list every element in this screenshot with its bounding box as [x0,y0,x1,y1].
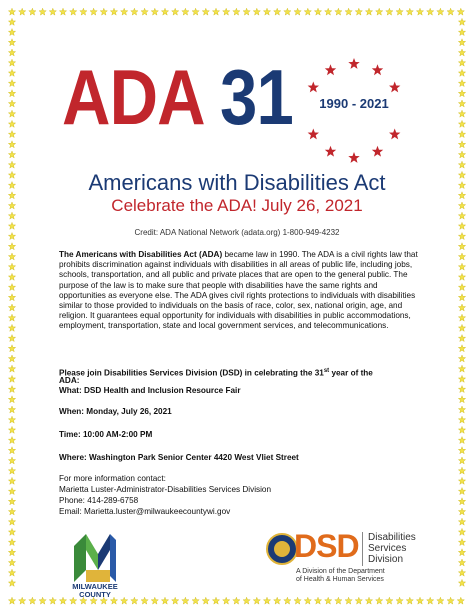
dsd-name-line-3: Division [368,554,404,565]
star-icon [172,597,179,604]
county-line-1: MILWAUKEE [72,582,118,591]
star-icon [458,161,465,168]
star-icon [80,8,87,15]
star-icon [274,8,281,15]
star-icon [8,80,15,87]
intro-paragraph [59,250,424,332]
star-icon [182,8,189,15]
star-icon [263,597,270,604]
star-icon [427,597,434,604]
star-icon [8,477,15,484]
join-line-ada: ADA: [59,376,80,385]
star-icon [141,597,148,604]
star-icon [131,8,138,15]
star-icon [458,141,465,148]
star-icon [458,569,465,576]
star-icon [110,8,117,15]
dsd-name-line-1: Disabilities [368,532,416,543]
star-icon [8,528,15,535]
star-icon [314,597,321,604]
star-icon [458,437,465,444]
star-icon [243,8,250,15]
star-icon [8,304,15,311]
star-icon [396,8,403,15]
star-icon [458,243,465,250]
star-icon [90,8,97,15]
star-icon [253,597,260,604]
star-icon [308,82,319,93]
star-icon [8,488,15,495]
star-icon [8,416,15,423]
star-icon [8,457,15,464]
star-icon [284,8,291,15]
star-icon [325,64,336,75]
star-icon [8,243,15,250]
star-icon [437,597,444,604]
star-icon [389,82,400,93]
credit-line: Credit: ADA National Network (adata.org) 1-800-949-4232 [134,228,340,237]
star-icon [447,8,454,15]
star-icon [458,477,465,484]
star-icon [294,8,301,15]
star-icon [8,90,15,97]
star-icon [458,90,465,97]
star-icon [161,8,168,15]
star-icon [458,324,465,331]
act-title: Americans with Disabilities Act [88,170,386,195]
intro-bold: The Americans with Disabilities Act (ADA) [59,250,223,259]
star-icon [8,579,15,586]
star-icon [8,569,15,576]
star-icon [458,375,465,382]
star-icon [458,488,465,495]
star-icon [8,345,15,352]
star-icon [348,58,359,69]
star-icon [19,597,26,604]
star-icon [458,49,465,56]
star-icon [8,447,15,454]
star-icon [406,8,413,15]
star-icon [233,8,240,15]
star-icon [100,8,107,15]
star-icon [8,375,15,382]
star-icon [458,69,465,76]
star-icon [8,335,15,342]
star-icon [182,597,189,604]
star-icon [8,355,15,362]
star-icon [308,129,319,140]
star-icon [416,597,423,604]
star-icon [458,559,465,566]
where-line: Where: Washington Park Senior Center 4420 West Vliet Street [59,453,299,462]
star-icon [314,8,321,15]
star-icon [8,386,15,393]
star-icon [458,345,465,352]
what-line: What: DSD Health and Inclusion Resource Fair [59,386,241,395]
star-icon [458,396,465,403]
star-icon [39,8,46,15]
star-icon [223,597,230,604]
star-icon [355,8,362,15]
star-icon [458,151,465,158]
star-icon [8,518,15,525]
star-icon [233,597,240,604]
star-icon [458,335,465,342]
star-icon [59,8,66,15]
star-icon [406,597,413,604]
star-icon [243,597,250,604]
star-icon [121,8,128,15]
star-icon [8,498,15,505]
star-icon [8,396,15,403]
star-icon [345,597,352,604]
star-icon [325,597,332,604]
star-icon [396,597,403,604]
join-part-a: Please join Disabilities Services Division (DSD) in celebrating the 31 [59,368,324,378]
star-icon [8,365,15,372]
star-icon [8,8,15,15]
star-icon [458,498,465,505]
star-icon [304,597,311,604]
star-icon [39,597,46,604]
division-line-2: of Health & Human Services [296,576,384,583]
star-icon [263,8,270,15]
star-icon [8,253,15,260]
star-icon [131,597,138,604]
star-icon [8,314,15,321]
star-icon [8,120,15,127]
star-icon [8,161,15,168]
star-icon [8,59,15,66]
star-icon [212,8,219,15]
star-icon [294,597,301,604]
star-icon [284,597,291,604]
star-icon [29,597,36,604]
star-icon [8,110,15,117]
star-icon [49,597,56,604]
star-icon [458,518,465,525]
star-icon [212,597,219,604]
star-icon [457,597,464,604]
when-line: When: Monday, July 26, 2021 [59,407,172,416]
star-icon [457,8,464,15]
star-icon [8,426,15,433]
star-icon [192,8,199,15]
star-icon [274,597,281,604]
star-icon [372,146,383,157]
star-icon [458,273,465,280]
star-icon [8,597,15,604]
star-icon [458,447,465,454]
star-icon [8,151,15,158]
county-name [60,583,130,599]
star-icon [458,314,465,321]
star-icon [458,120,465,127]
star-icon [8,100,15,107]
star-icon [458,528,465,535]
milwaukee-county-logo [70,532,120,584]
join-line [59,366,373,379]
star-icon [304,8,311,15]
star-icon [8,294,15,301]
star-icon [161,597,168,604]
contact-phone: Phone: 414-289-6758 [59,496,139,505]
dsd-abbr: DSD [294,528,359,564]
star-icon [70,8,77,15]
star-icon [458,284,465,291]
star-icon [8,18,15,25]
star-icon [348,152,359,163]
star-icon [458,304,465,311]
star-icon [458,18,465,25]
star-icon [386,8,393,15]
star-icon [458,59,465,66]
contact-name: Marietta Luster-Administrator-Disabilities Services Division [59,485,272,494]
star-icon [325,8,332,15]
division-note [296,568,416,584]
star-icon [458,253,465,260]
star-icon [151,8,158,15]
star-icon [458,294,465,301]
star-icon [386,597,393,604]
star-icon [335,8,342,15]
celebrate-line: Celebrate the ADA! July 26, 2021 [111,196,363,215]
star-icon [458,579,465,586]
star-icon [458,39,465,46]
star-icon [372,64,383,75]
star-icon [8,284,15,291]
star-icon [458,426,465,433]
star-icon [458,110,465,117]
star-icon [458,416,465,423]
ada-31-title [62,53,293,141]
star-icon [458,406,465,413]
years-label: 1990 - 2021 [319,96,389,111]
star-icon [8,549,15,556]
title-ada-word: ADA [62,53,203,141]
dsd-name-line-2: Services [368,543,407,554]
star-icon [151,597,158,604]
star-icon [458,80,465,87]
dsd-full-name [368,532,416,565]
star-icon [376,597,383,604]
star-icon [49,8,56,15]
star-icon [8,406,15,413]
star-icon [447,597,454,604]
join-part-b: year of the [329,368,373,378]
title-31-word: 31 [220,53,293,141]
star-icon [8,131,15,138]
star-icon [458,100,465,107]
time-line: Time: 10:00 AM-2:00 PM [59,430,153,439]
star-icon [376,8,383,15]
star-icon [416,8,423,15]
star-icon [458,386,465,393]
star-icon [458,29,465,36]
division-line-1: A Division of the Department [296,568,385,575]
star-icon [8,141,15,148]
contact-email: Email: Marietta.luster@milwaukeecountywi.gov [59,507,231,516]
star-icon [365,8,372,15]
star-icon [458,467,465,474]
star-icon [458,355,465,362]
star-icon [202,597,209,604]
star-icon [458,539,465,546]
star-icon [458,263,465,270]
star-icon [8,437,15,444]
star-icon [29,8,36,15]
star-icon [335,597,342,604]
star-icon [458,457,465,464]
stars-ring [298,55,410,167]
star-icon [172,8,179,15]
star-icon [8,29,15,36]
star-icon [458,508,465,515]
star-icon [8,324,15,331]
star-icon [202,8,209,15]
dsd-divider [362,532,363,566]
star-icon [345,8,352,15]
star-icon [253,8,260,15]
star-icon [389,129,400,140]
star-icon [458,131,465,138]
star-icon [427,8,434,15]
star-icon [8,69,15,76]
star-icon [8,39,15,46]
star-icon [8,273,15,280]
contact-heading: For more information contact: [59,474,166,483]
star-icon [192,597,199,604]
star-icon [8,467,15,474]
star-icon [437,8,444,15]
star-icon [8,49,15,56]
star-icon [8,559,15,566]
star-icon [458,549,465,556]
star-icon [8,539,15,546]
star-icon [8,263,15,270]
star-icon [458,365,465,372]
star-icon [141,8,148,15]
star-icon [325,146,336,157]
county-line-2: COUNTY [79,590,111,599]
star-icon [223,8,230,15]
star-icon [355,597,362,604]
star-icon [8,508,15,515]
join-sup: st [323,368,330,374]
star-icon [365,597,372,604]
intro-rest: became law in 1990. The ADA is a civil rights law that prohibits discrimination against individuals with disabilities in all areas of public life, including jobs, schools, transportation, and all public and private places that are open to the general public. The purpose of the law is to make sure that people with disabilities have the same rights and opportunities as everyone else. The ADA gives civil rights protections to individuals with disabilities similar to those provided to individuals on the basis of race, color, sex, national origin, age, and religion. It guarantees equal opportunity for individuals with disabilities in public accommodations, employment, transportation, state and local government services, and telecommunications. [59,250,418,331]
star-icon [19,8,26,15]
